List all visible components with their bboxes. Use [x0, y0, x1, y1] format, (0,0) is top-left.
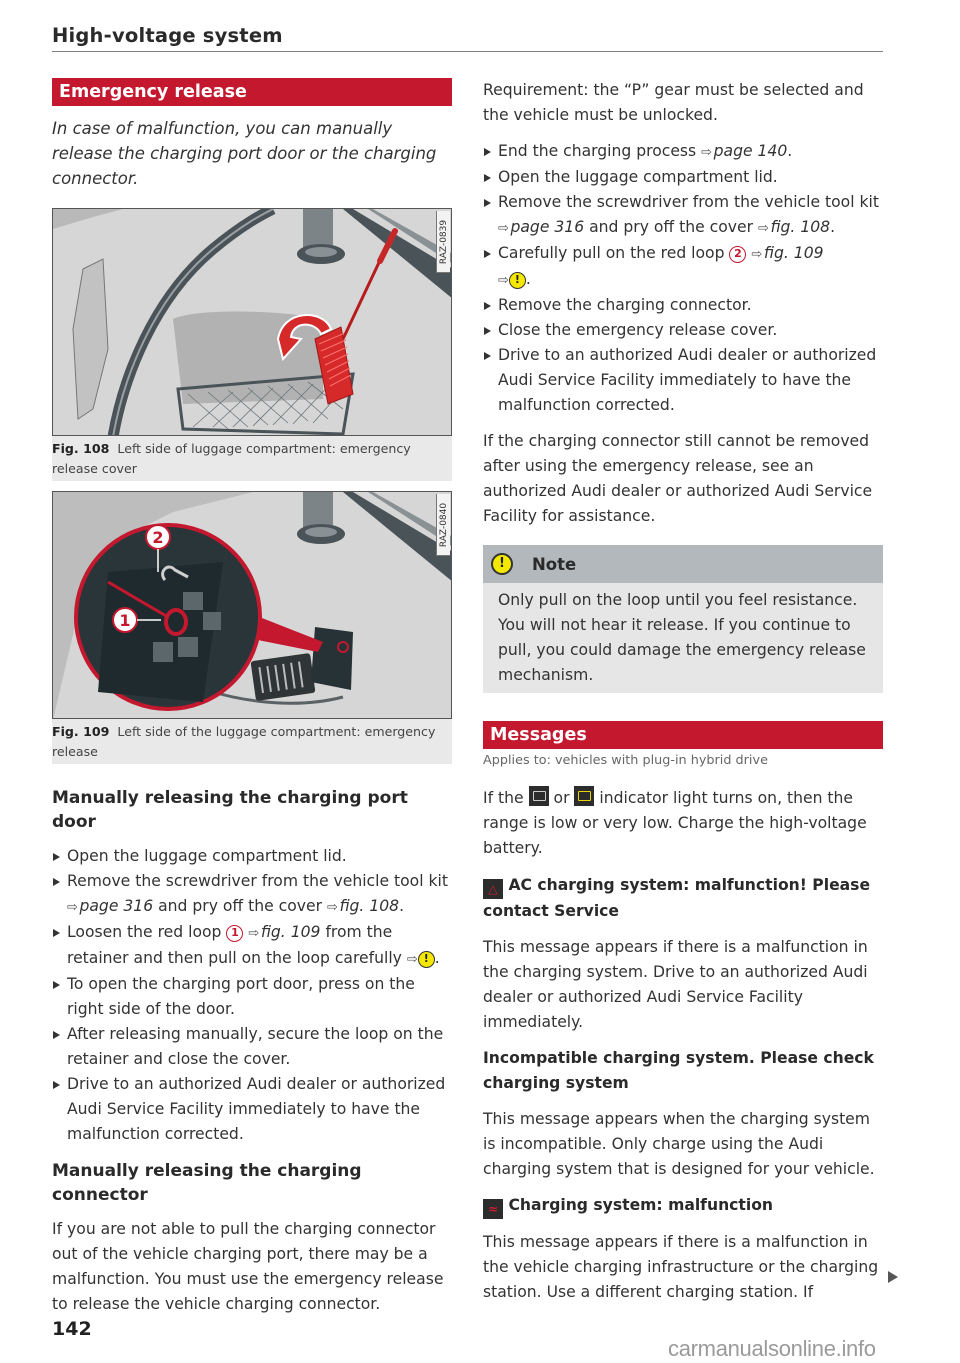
- warning-icon: !: [491, 553, 513, 575]
- message-body-ac-malfunction: This message appears if there is a malfunction in the charging system. Drive to an authorized Audi dealer or authorized Audi Service Facility immediately.: [483, 938, 868, 1031]
- list-item: Loosen the red loop 1 ⇨ fig. 109 from the retainer and then pull on the loop carefully ⇨ ! .: [52, 920, 452, 972]
- list-item: Close the emergency release cover.: [483, 318, 883, 343]
- list-item: Drive to an authorized Audi dealer or authorized Audi Service Facility immediately to have the malfunction corrected.: [483, 343, 883, 418]
- list-item: Remove the screwdriver from the vehicle tool kit ⇨ page 316 and pry off the cover ⇨ fig. 108.: [483, 190, 883, 241]
- figure-link[interactable]: fig. 108: [339, 897, 400, 915]
- connector-steps: [483, 139, 883, 418]
- note-box: [483, 545, 883, 693]
- list-item: Remove the charging connector.: [483, 293, 883, 318]
- left-column: [52, 78, 452, 1317]
- list-item: Open the luggage compartment lid.: [483, 165, 883, 190]
- callout-2-icon: 2: [729, 246, 746, 263]
- arrow-icon: ⇨: [248, 926, 260, 941]
- arrow-icon: ⇨: [701, 145, 713, 160]
- emergency-release-illustration-icon: [53, 492, 452, 719]
- list-item: End the charging process ⇨ page 140.: [483, 139, 883, 165]
- figure-link[interactable]: fig. 108: [770, 218, 831, 236]
- message-heading-incompatible: Incompatible charging system. Please check charging system: [483, 1049, 874, 1092]
- page-title: High-voltage system: [52, 24, 283, 47]
- list-item: Carefully pull on the red loop 2 ⇨ fig. 109 ⇨ ! .: [483, 241, 883, 293]
- arrow-icon: ⇨: [498, 221, 509, 236]
- arrow-icon: ⇨: [67, 900, 78, 915]
- still-stuck-text: If the charging connector still cannot be removed after using the emergency release, see an authorized Audi dealer or authorized Audi Service Facility for assistance.: [483, 432, 873, 525]
- applies-to: Applies to: vehicles with plug-in hybrid drive: [483, 753, 768, 768]
- section-title-emergency-release: Emergency release: [52, 78, 452, 106]
- heading-connector: Manually releasing the charging connector: [52, 1161, 362, 1205]
- arrow-icon: ⇨: [751, 247, 763, 262]
- callout-1-icon: 1: [226, 925, 243, 942]
- charging-plug-malfunction-icon: ≈: [483, 1199, 503, 1219]
- note-title: Note: [532, 554, 577, 574]
- arrow-icon: ⇨: [757, 221, 769, 236]
- page-link[interactable]: page 140: [713, 142, 788, 160]
- list-item: To open the charging port door, press on the right side of the door.: [52, 972, 452, 1022]
- message-heading-ac-malfunction: △ AC charging system: malfunction! Please contact Service: [483, 876, 871, 920]
- intro-text: In case of malfunction, you can manually release the charging port door or the charging connector.: [52, 119, 437, 188]
- figure-link[interactable]: fig. 109: [763, 244, 824, 262]
- figure-108-image: [52, 208, 452, 436]
- figure-link[interactable]: fig. 109: [260, 923, 321, 941]
- battery-low-indicator-icon: [529, 786, 549, 806]
- luggage-compartment-illustration-icon: [53, 209, 452, 436]
- ac-charging-malfunction-icon: △: [483, 879, 503, 899]
- note-header: [483, 545, 883, 583]
- port-door-steps: [52, 844, 452, 1147]
- message-heading-charging-malfunction: ≈ Charging system: malfunction: [483, 1193, 883, 1219]
- list-item: Remove the screwdriver from the vehicle tool kit ⇨ page 316 and pry off the cover ⇨ fig. 108.: [52, 869, 452, 920]
- figure-108: [52, 208, 452, 481]
- indicator-text: If the or indicator light turns on, then the range is low or very low. Charge the high-voltage battery.: [483, 786, 883, 861]
- arrow-icon: ⇨: [406, 952, 418, 967]
- figure-108-caption: Fig. 108 Left side of luggage compartment: emergency release cover: [52, 441, 411, 476]
- list-item: Drive to an authorized Audi dealer or authorized Audi Service Facility immediately to have the malfunction corrected.: [52, 1072, 452, 1147]
- svg-text:1: 1: [119, 611, 131, 630]
- battery-very-low-indicator-icon: [574, 786, 594, 806]
- arrow-icon: ⇨: [326, 900, 338, 915]
- message-body-charging-malfunction: This message appears if there is a malfunction in the vehicle charging infrastructure or the charging station. Use a different charging station. If: [483, 1233, 879, 1301]
- note-body: Only pull on the loop until you feel resistance. You will not hear it release. If you continue to pull, you could damage the emergency release mechanism.: [498, 591, 866, 684]
- svg-text:2: 2: [152, 528, 164, 547]
- figure-109-caption: Fig. 109 Left side of the luggage compartment: emergency release: [52, 724, 436, 759]
- watermark: carmanualsonline.info: [668, 1336, 876, 1361]
- connector-body: If you are not able to pull the charging connector out of the vehicle charging port, there may be a malfunction. You must use the emergency release to release the vehicle charging connector.: [52, 1220, 444, 1313]
- right-column: [483, 78, 883, 1305]
- message-body-incompatible: This message appears when the charging system is incompatible. Only charge using the Audi charging system that is designed for your vehicle.: [483, 1110, 875, 1178]
- heading-port-door: Manually releasing the charging port door: [52, 788, 408, 832]
- warning-icon[interactable]: !: [509, 272, 526, 289]
- arrow-icon: ⇨: [498, 273, 509, 288]
- page-number: 142: [52, 1318, 92, 1340]
- section-title-messages: Messages: [483, 721, 883, 749]
- figure-109-code: RAZ-0840: [436, 494, 450, 556]
- figure-109: [52, 491, 452, 764]
- continue-arrow-icon: [888, 1271, 898, 1283]
- list-item: Open the luggage compartment lid.: [52, 844, 452, 869]
- page-link[interactable]: page 316: [510, 218, 585, 236]
- list-item: After releasing manually, secure the loop on the retainer and close the cover.: [52, 1022, 452, 1072]
- figure-109-image: [52, 491, 452, 719]
- page-link[interactable]: page 316: [79, 897, 154, 915]
- figure-108-code: RAZ-0839: [436, 211, 450, 273]
- requirement-text: Requirement: the “P” gear must be selected and the vehicle must be unlocked.: [483, 81, 864, 124]
- warning-icon[interactable]: !: [418, 951, 435, 968]
- page-header: [52, 24, 883, 52]
